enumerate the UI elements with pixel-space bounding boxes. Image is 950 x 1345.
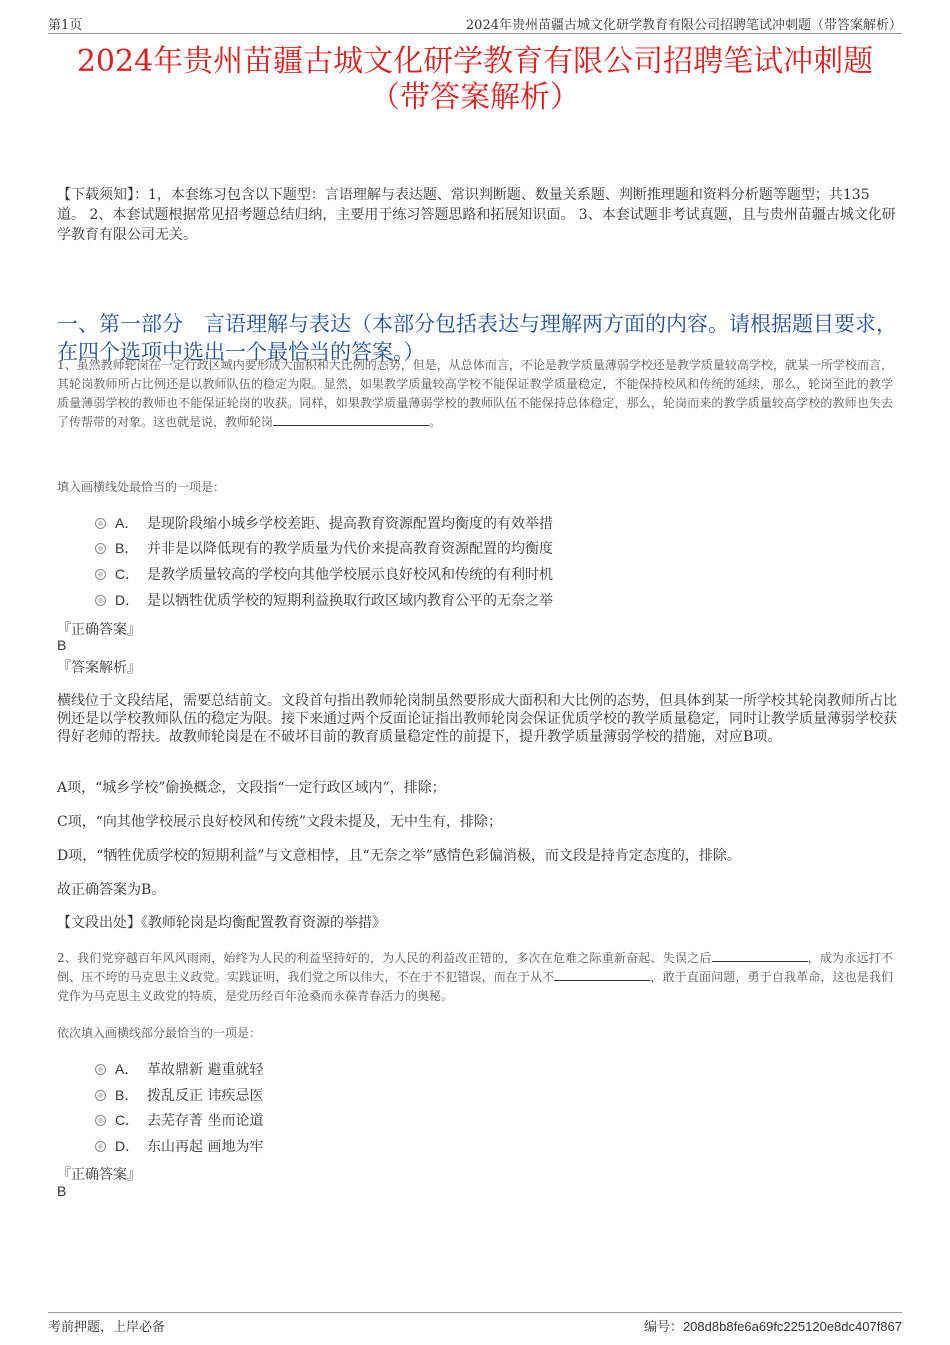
option-letter: D． [115,592,140,608]
fill-blank [554,969,650,981]
footer-slogan: 考前押题，上岸必备 [48,1320,166,1335]
analysis-conclusion: 故正确答案为B。 [57,882,166,898]
answer-label: 『正确答案』 [57,622,141,638]
question-1-text: 1、虽然教师轮岗在一定行政区域内要形成大面积和大比例的态势，但是，从总体而言，不论是教学质量薄弱学校还是教学质量较高学校，就某一所学校而言，其轮岗教师所占比例还是以教师队伍的稳定为限。显然，如果教学质量较高学校不能保证教学质量稳定，不能保持校风和传统的延续，那么，轮岗至此的教学质量薄弱学校的教师也不能保证轮岗的收获。同样，如果教学质量薄弱学校的教师队伍不能保持总体稳定，那么，轮岗而来的教学质量较高学校的教师也失去了传帮带的对象。这也就是说，教师轮岗 [57,358,893,429]
question-2-text: 2、我们党穿越百年风风雨雨，始终为人民的利益坚持好的，为人民的利益改正错的，多次在危难之际重新奋起、失误之后 [57,951,712,965]
analysis-paragraph: A项，“城乡学校”偷换概念，文段指“一定行政区域内”，排除； [57,780,446,796]
radio-icon[interactable] [95,1141,106,1152]
question-2-text: ，敢于直面问题，勇于自我革命，这也是我们党作为马克思主义政党的特质，是党历经百年沧桑而永葆青春活力的奥秘。 [57,970,893,1003]
question-1-stem [57,356,893,432]
answer-value: B [57,1183,67,1199]
option-text: 是现阶段缩小城乡学校差距、提高教育资源配置均衡度的有效举措 [147,516,553,532]
option-d[interactable] [95,590,553,610]
title-line-1: 2024年贵州苗疆古城文化研学教育有限公司招聘笔试冲刺题 [76,44,874,79]
question-2-stem [57,949,893,1006]
page-footer [48,1312,902,1334]
document-id [644,1316,902,1335]
option-text: 革故鼎新 避重就轻 [147,1062,264,1078]
question-1-prompt: 填入画横线处最恰当的一项是： [57,480,226,494]
radio-icon[interactable] [95,1090,106,1101]
fill-blank [712,950,808,962]
document-title [40,44,910,116]
option-a[interactable] [95,1059,263,1079]
section-heading: 一、第一部分 言语理解与表达（本部分包括表达与理解两方面的内容。请根据题目要求，在四个选项中选出一个最恰当的答案。） [57,312,897,364]
option-text: 东山再起 画地为牢 [147,1139,264,1155]
radio-icon[interactable] [95,569,106,580]
analysis-paragraph: C项，“向其他学校展示良好校风和传统”文段未提及，无中生有，排除； [57,814,503,830]
download-notice: 【下载须知】：1，本套练习包含以下题型：言语理解与表达题、常识判断题、数量关系题、判断推理题和资料分析题等题型；共135道。 2、本套试题根据常见招考题总结归纳，主要用于练习答题思路和拓展知识面。 3、本套试题非考试真题，且与贵州苗疆古城文化研学教育有限公司无关。 [57,187,896,243]
option-c[interactable] [95,1110,263,1130]
option-letter: D． [115,1138,140,1154]
analysis-paragraph: D项，“牺牲优质学校的短期利益”与文意相悖，且“无奈之举”感情色彩偏消极，而文段是持肯定态度的，排除。 [57,848,741,864]
option-text: 是教学质量较高的学校向其他学校展示良好校风和传统的有利时机 [147,567,553,583]
option-text: 去芜存菁 坐而论道 [147,1113,264,1129]
option-letter: C． [115,1112,140,1128]
analysis-label: 『答案解析』 [57,660,141,676]
option-letter: A． [115,515,139,531]
option-letter: B． [115,1087,139,1103]
option-text: 是以牺牲优质学校的短期利益换取行政区域内教育公平的无奈之举 [147,593,553,609]
option-letter: B． [115,540,139,556]
fill-blank [273,414,429,426]
radio-icon[interactable] [95,1064,106,1075]
answer-value: B [57,637,67,653]
option-c[interactable] [95,564,553,584]
option-d[interactable] [95,1136,263,1156]
source-citation: 【文段出处】《教师轮岗是均衡配置教育资源的举措》 [57,915,386,931]
document-id-code: 208d8b8fe6a69fc225120e8dc407f867 [682,1319,902,1334]
radio-icon[interactable] [95,518,106,529]
radio-icon[interactable] [95,1115,106,1126]
page-header [48,12,902,34]
question-1-text-end: 。 [429,415,442,429]
analysis-paragraph: 横线位于文段结尾，需要总结前文。文段首句指出教师轮岗制虽然要形成大面积和大比例的态势，但具体到某一所学校其轮岗教师所占比例还是以学校教师队伍的稳定为限。接下来通过两个反面论证指出教师轮岗会保证优质学校的教学质量稳定，同时让教学质量薄弱学校获得好老师的帮扶。故教师轮岗是在不破坏目前的教育质量稳定性的前提下，提升教学质量薄弱学校的措施，对应B项。 [57,693,897,745]
option-letter: C． [115,566,140,582]
title-line-2: （带答案解析） [370,80,580,115]
radio-icon[interactable] [95,543,106,554]
option-letter: A． [115,1061,139,1077]
document-id-label: 编号： [643,1320,683,1335]
question-2-prompt: 依次填入画横线部分最恰当的一项是： [57,1026,262,1040]
option-a[interactable] [95,513,553,533]
answer-label: 『正确答案』 [57,1167,141,1183]
option-text: 拨乱反正 讳疾忌医 [147,1088,264,1104]
option-b[interactable] [95,538,553,558]
option-b[interactable] [95,1085,263,1105]
question-2-text: ，成为永远打不倒、压不垮的马克思主义政党。实践证明，我们党之所以伟大，不在于不犯错误，而在于从不 [57,951,893,984]
header-title: 2024年贵州苗疆古城文化研学教育有限公司招聘笔试冲刺题（带答案解析） [465,18,902,33]
radio-icon[interactable] [95,595,106,606]
page-number: 第1页 [48,18,83,33]
option-text: 并非是以降低现有的教学质量为代价来提高教育资源配置的均衡度 [147,541,553,557]
